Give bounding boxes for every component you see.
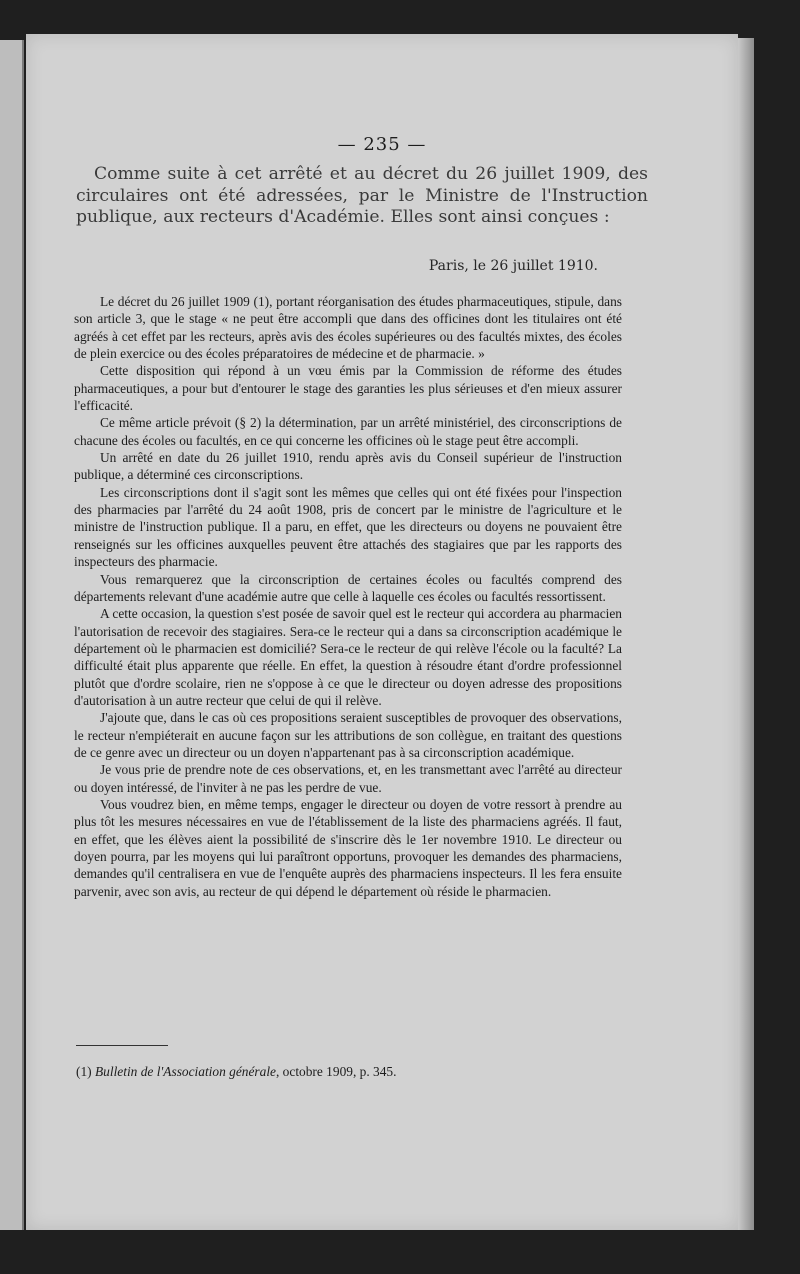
letter-paragraph: Le décret du 26 juillet 1909 (1), portant réorganisation des études pharmaceutiques, stipule, dans son article 3, que le stage « ne peut être accompli que dans des officines dont les titulaires ont été agréés à cet effet par les recteurs, après avis des écoles supérieures ou des facultés mixtes, des écoles de plein exercice ou des écoles préparatoires de médecine et de pharmacie. » bbox=[74, 294, 622, 362]
book-page bbox=[26, 34, 738, 1230]
left-page-edge bbox=[0, 40, 24, 1230]
footnote-title: Bulletin de l'Association générale bbox=[94, 1064, 276, 1079]
circular-letter bbox=[74, 293, 622, 900]
letter-paragraph: A cette occasion, la question s'est posée de savoir quel est le recteur qui accordera au pharmacien l'autorisation de recevoir des stagiaires. Sera-ce le recteur qui a dans sa circonscription académique le département où le pharmacien est domicilié? Sera-ce le recteur de qui relève l'école ou la faculté? La difficulté était plus apparente que réelle. En effet, la question à résoudre étant d'ordre professionnel plutôt que d'ordre scolaire, rien ne s'oppose à ce que le directeur ou doyen adresse des propositions d'autorisation à un autre recteur que celui de qui il relève. bbox=[74, 606, 622, 708]
footnote bbox=[76, 1064, 396, 1080]
letter-paragraph: Un arrêté en date du 26 juillet 1910, rendu après avis du Conseil supérieur de l'instruction publique, a déterminé ces circonscriptions. bbox=[74, 450, 622, 483]
letter-paragraph: Je vous prie de prendre note de ces observations, et, en les transmettant avec l'arrêté au directeur ou doyen intéressé, de l'inviter à ne pas les perdre de vue. bbox=[74, 762, 622, 795]
letter-paragraph: Les circonscriptions dont il s'agit sont les mêmes que celles qui ont été fixées pour l'inspection des pharmacies par l'arrêté du 24 août 1908, pris de concert par le ministre de l'agriculture et le ministre de l'instruction publique. Il a paru, en effet, que les directeurs ou doyens ne pouvaient être renseignés sur les officines auxquelles peuvent être attachés des stagiaires que par les rapports des inspecteurs des pharmacie. bbox=[74, 484, 622, 570]
letter-paragraph: Vous remarquerez que la circonscription de certaines écoles ou facultés comprend des départements relevant d'une académie autre que celle à laquelle ces écoles ou facultés ressortissent. bbox=[74, 571, 622, 604]
dateline: Paris, le 26 juillet 1910. bbox=[428, 258, 598, 274]
footnote-reference: , octobre 1909, p. 345. bbox=[275, 1064, 397, 1079]
letter-paragraph: Ce même article prévoit (§ 2) la détermination, par un arrêté ministériel, des circonscriptions de chacune des écoles ou facultés, en ce qui concerne les officines où le stage peut être accompli. bbox=[74, 415, 622, 448]
footnote-divider bbox=[76, 1045, 168, 1046]
letter-paragraph: Cette disposition qui répond à un vœu émis par la Commission de réforme des études pharmaceutiques, a pour but d'entourer le stage des garanties les plus sérieuses et d'en mieux assurer l'efficacité. bbox=[74, 363, 622, 414]
page-number: — 235 — bbox=[337, 134, 427, 155]
letter-paragraph: Vous voudrez bien, en même temps, engager le directeur ou doyen de votre ressort à prendre au plus tôt les mesures nécessaires en vue de l'établissement de la liste des pharmaciens agréés. Il faut, en effet, que les élèves aient la possibilité de s'inscrire dès le 1er novembre 1910. Le directeur ou doyen pourra, par les moyens qui lui paraîtront opportuns, provoquer les demandes des pharmaciens, demandes qu'il centralisera en vue de l'enquête auprès des pharmaciens inspecteurs. Il les fera ensuite parvenir, avec son avis, au recteur de qui dépend le département où réside le pharmacien. bbox=[74, 796, 622, 899]
footnote-marker: (1) bbox=[76, 1064, 92, 1079]
intro-paragraph: Comme suite à cet arrêté et au décret du 26 juillet 1909, des circulaires ont été adressées, par le Ministre de l'Instruction publique, aux recteurs d'Académie. Elles sont ainsi conçues : bbox=[76, 164, 648, 227]
letter-paragraph: J'ajoute que, dans le cas où ces propositions seraient susceptibles de provoquer des observations, le recteur n'empiéterait en aucune façon sur les attributions de son collègue, en traitant des questions de ce genre avec un directeur ou un doyen n'appartenant pas à sa circonscription académique. bbox=[74, 710, 622, 760]
